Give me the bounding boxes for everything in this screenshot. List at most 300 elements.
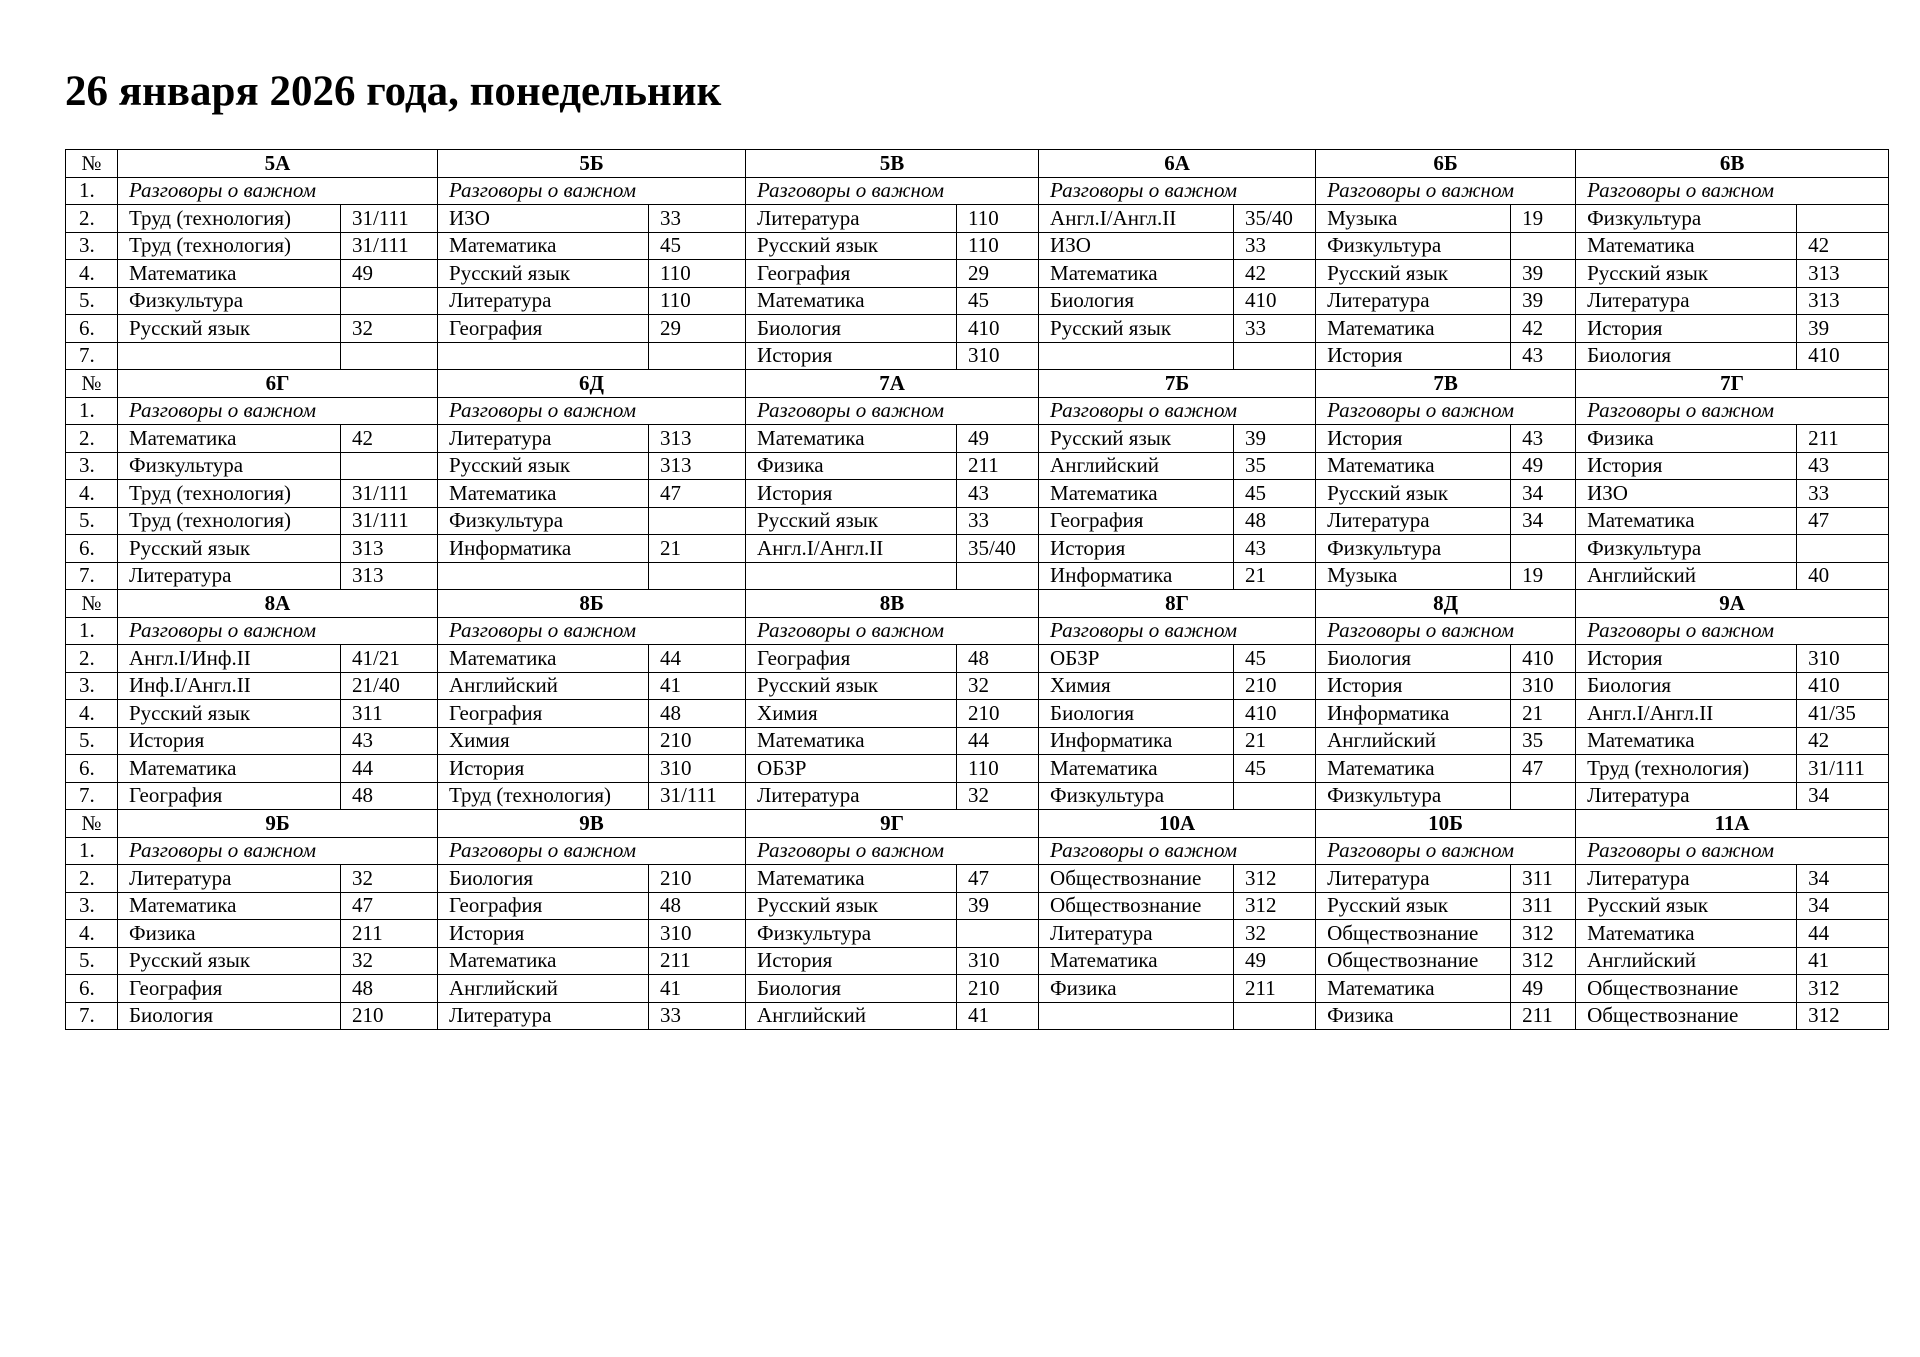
subject-cell: География <box>438 315 649 343</box>
class-name: 9А <box>1576 590 1889 618</box>
room-cell: 39 <box>1797 315 1889 343</box>
subject-cell: Физика <box>746 452 957 480</box>
subject-cell: География <box>1039 507 1234 535</box>
subject-cell: Биология <box>1576 342 1797 370</box>
subject-cell: Математика <box>1316 755 1511 783</box>
subject-cell: География <box>438 892 649 920</box>
subject-cell: История <box>746 480 957 508</box>
subject-cell: Литература <box>118 865 341 893</box>
room-cell: 41 <box>649 975 746 1003</box>
subject-cell: Математика <box>438 232 649 260</box>
room-cell: 44 <box>649 645 746 673</box>
lesson-number: 1. <box>66 397 118 425</box>
room-cell: 41 <box>1797 947 1889 975</box>
first-lesson: Разговоры о важном <box>746 397 1039 425</box>
lesson-number-header: № <box>66 150 118 178</box>
subject-cell: Информатика <box>1039 727 1234 755</box>
lesson-row <box>66 562 1889 590</box>
subject-cell: Биология <box>1316 645 1511 673</box>
lesson-row <box>66 315 1889 343</box>
lesson-number: 7. <box>66 782 118 810</box>
room-cell: 410 <box>1234 287 1316 315</box>
first-lesson: Разговоры о важном <box>1316 177 1576 205</box>
lesson-row <box>66 837 1889 865</box>
first-lesson: Разговоры о важном <box>118 397 438 425</box>
subject-cell: Математика <box>1039 947 1234 975</box>
room-cell: 210 <box>341 1002 438 1030</box>
subject-cell: Труд (технология) <box>118 232 341 260</box>
first-lesson: Разговоры о важном <box>1316 837 1576 865</box>
lesson-number: 2. <box>66 425 118 453</box>
subject-cell: Английский <box>1039 452 1234 480</box>
room-cell: 42 <box>1797 727 1889 755</box>
lesson-row <box>66 425 1889 453</box>
lesson-row <box>66 205 1889 233</box>
room-cell: 47 <box>1511 755 1576 783</box>
room-cell: 211 <box>341 920 438 948</box>
room-cell: 33 <box>957 507 1039 535</box>
subject-cell: Физкультура <box>1576 205 1797 233</box>
subject-cell: Физкультура <box>438 507 649 535</box>
room-cell: 211 <box>1234 975 1316 1003</box>
subject-cell: Русский язык <box>1576 260 1797 288</box>
room-cell: 32 <box>341 865 438 893</box>
first-lesson: Разговоры о важном <box>118 617 438 645</box>
subject-cell: Математика <box>1039 260 1234 288</box>
subject-cell: Русский язык <box>118 947 341 975</box>
first-lesson: Разговоры о важном <box>1039 397 1316 425</box>
subject-cell: Русский язык <box>746 232 957 260</box>
room-cell <box>957 562 1039 590</box>
room-cell <box>341 287 438 315</box>
subject-cell: Математика <box>118 755 341 783</box>
first-lesson: Разговоры о важном <box>1576 617 1889 645</box>
first-lesson: Разговоры о важном <box>118 177 438 205</box>
subject-cell: Литература <box>438 1002 649 1030</box>
subject-cell: Русский язык <box>438 452 649 480</box>
lesson-number: 3. <box>66 892 118 920</box>
lesson-row <box>66 617 1889 645</box>
room-cell: 32 <box>957 782 1039 810</box>
room-cell: 21 <box>1234 727 1316 755</box>
subject-cell: Обществознание <box>1039 865 1234 893</box>
room-cell: 43 <box>1511 425 1576 453</box>
subject-cell: Обществознание <box>1039 892 1234 920</box>
room-cell <box>649 562 746 590</box>
first-lesson: Разговоры о важном <box>1576 837 1889 865</box>
lesson-number: 6. <box>66 755 118 783</box>
room-cell: 39 <box>957 892 1039 920</box>
class-name: 6В <box>1576 150 1889 178</box>
first-lesson: Разговоры о важном <box>1576 177 1889 205</box>
lesson-number: 7. <box>66 562 118 590</box>
room-cell: 39 <box>1234 425 1316 453</box>
subject-cell: Информатика <box>438 535 649 563</box>
room-cell: 48 <box>341 782 438 810</box>
class-name: 8А <box>118 590 438 618</box>
lesson-number: 4. <box>66 700 118 728</box>
subject-cell <box>438 562 649 590</box>
room-cell: 42 <box>1511 315 1576 343</box>
lesson-row <box>66 755 1889 783</box>
room-cell: 43 <box>957 480 1039 508</box>
room-cell <box>1234 342 1316 370</box>
subject-cell: Математика <box>1576 232 1797 260</box>
lesson-number-header: № <box>66 370 118 398</box>
lesson-row <box>66 782 1889 810</box>
lesson-number: 5. <box>66 727 118 755</box>
room-cell: 19 <box>1511 562 1576 590</box>
subject-cell: История <box>1316 342 1511 370</box>
room-cell: 44 <box>1797 920 1889 948</box>
room-cell: 313 <box>1797 260 1889 288</box>
subject-cell: Обществознание <box>1316 947 1511 975</box>
lesson-row <box>66 975 1889 1003</box>
subject-cell: Физкультура <box>1576 535 1797 563</box>
subject-cell: История <box>1316 425 1511 453</box>
class-name: 11А <box>1576 810 1889 838</box>
lesson-number: 5. <box>66 947 118 975</box>
room-cell: 21/40 <box>341 672 438 700</box>
first-lesson: Разговоры о важном <box>1316 397 1576 425</box>
room-cell: 310 <box>649 755 746 783</box>
room-cell: 29 <box>957 260 1039 288</box>
room-cell: 41 <box>649 672 746 700</box>
subject-cell: Математика <box>1316 975 1511 1003</box>
subject-cell: Русский язык <box>438 260 649 288</box>
subject-cell: История <box>746 947 957 975</box>
subject-cell: Англ.I/Англ.II <box>1039 205 1234 233</box>
class-name: 5В <box>746 150 1039 178</box>
first-lesson: Разговоры о важном <box>1039 617 1316 645</box>
subject-cell: Биология <box>1576 672 1797 700</box>
lesson-row <box>66 892 1889 920</box>
first-lesson: Разговоры о важном <box>1039 177 1316 205</box>
subject-cell: Физкультура <box>1039 782 1234 810</box>
subject-cell: Математика <box>1576 507 1797 535</box>
subject-cell <box>746 562 957 590</box>
subject-cell: Русский язык <box>746 507 957 535</box>
room-cell: 32 <box>341 947 438 975</box>
subject-cell: Математика <box>1039 480 1234 508</box>
room-cell <box>1234 782 1316 810</box>
subject-cell: Русский язык <box>1039 425 1234 453</box>
room-cell: 410 <box>1511 645 1576 673</box>
subject-cell: Обществознание <box>1576 975 1797 1003</box>
room-cell: 110 <box>957 232 1039 260</box>
room-cell: 110 <box>649 260 746 288</box>
room-cell: 211 <box>649 947 746 975</box>
subject-cell: Литература <box>746 782 957 810</box>
lesson-number: 2. <box>66 865 118 893</box>
room-cell: 32 <box>341 315 438 343</box>
class-name: 7Г <box>1576 370 1889 398</box>
subject-cell: Математика <box>438 645 649 673</box>
subject-cell: ИЗО <box>1039 232 1234 260</box>
subject-cell: Английский <box>1576 947 1797 975</box>
subject-cell: Информатика <box>1039 562 1234 590</box>
room-cell <box>1234 1002 1316 1030</box>
room-cell: 47 <box>649 480 746 508</box>
room-cell <box>1797 205 1889 233</box>
subject-cell: Музыка <box>1316 205 1511 233</box>
room-cell: 34 <box>1797 892 1889 920</box>
lesson-row <box>66 507 1889 535</box>
room-cell: 34 <box>1797 865 1889 893</box>
room-cell: 21 <box>1234 562 1316 590</box>
room-cell: 312 <box>1797 1002 1889 1030</box>
subject-cell: Обществознание <box>1316 920 1511 948</box>
lesson-number: 4. <box>66 480 118 508</box>
room-cell: 47 <box>341 892 438 920</box>
room-cell: 312 <box>1797 975 1889 1003</box>
room-cell: 39 <box>1511 260 1576 288</box>
class-name: 6А <box>1039 150 1316 178</box>
lesson-number: 5. <box>66 507 118 535</box>
subject-cell: Химия <box>438 727 649 755</box>
class-header-row <box>66 370 1889 398</box>
lesson-row <box>66 342 1889 370</box>
lesson-row <box>66 535 1889 563</box>
subject-cell: Биология <box>438 865 649 893</box>
room-cell: 21 <box>649 535 746 563</box>
room-cell: 310 <box>957 947 1039 975</box>
subject-cell: История <box>1576 315 1797 343</box>
lesson-row <box>66 480 1889 508</box>
lesson-row <box>66 645 1889 673</box>
lesson-number: 6. <box>66 315 118 343</box>
lesson-row <box>66 1002 1889 1030</box>
room-cell: 33 <box>1797 480 1889 508</box>
subject-cell: Труд (технология) <box>438 782 649 810</box>
lesson-number: 3. <box>66 672 118 700</box>
room-cell: 34 <box>1511 507 1576 535</box>
room-cell: 42 <box>1797 232 1889 260</box>
subject-cell: Русский язык <box>1576 892 1797 920</box>
subject-cell: Литература <box>1039 920 1234 948</box>
lesson-number: 5. <box>66 287 118 315</box>
lesson-row <box>66 920 1889 948</box>
first-lesson: Разговоры о важном <box>746 837 1039 865</box>
lesson-number: 3. <box>66 232 118 260</box>
room-cell: 33 <box>649 205 746 233</box>
subject-cell: Труд (технология) <box>1576 755 1797 783</box>
lesson-number-header: № <box>66 810 118 838</box>
room-cell <box>649 507 746 535</box>
subject-cell: Математика <box>118 260 341 288</box>
subject-cell: Математика <box>438 947 649 975</box>
room-cell: 210 <box>649 727 746 755</box>
room-cell <box>957 920 1039 948</box>
subject-cell: История <box>1039 535 1234 563</box>
room-cell: 48 <box>341 975 438 1003</box>
room-cell: 41 <box>957 1002 1039 1030</box>
subject-cell: Математика <box>1576 920 1797 948</box>
room-cell: 35 <box>1511 727 1576 755</box>
room-cell: 313 <box>341 535 438 563</box>
lesson-row <box>66 260 1889 288</box>
subject-cell: История <box>1316 672 1511 700</box>
subject-cell <box>1039 1002 1234 1030</box>
subject-cell: География <box>118 975 341 1003</box>
lesson-number: 1. <box>66 177 118 205</box>
schedule-table <box>65 149 1889 1030</box>
room-cell <box>1511 782 1576 810</box>
room-cell: 210 <box>957 700 1039 728</box>
first-lesson: Разговоры о важном <box>438 837 746 865</box>
subject-cell: Биология <box>1039 700 1234 728</box>
subject-cell: Английский <box>1316 727 1511 755</box>
room-cell: 312 <box>1511 947 1576 975</box>
room-cell: 45 <box>649 232 746 260</box>
lesson-number: 7. <box>66 342 118 370</box>
subject-cell: Физика <box>118 920 341 948</box>
lesson-row <box>66 232 1889 260</box>
first-lesson: Разговоры о важном <box>438 617 746 645</box>
class-name: 9В <box>438 810 746 838</box>
room-cell: 43 <box>1511 342 1576 370</box>
room-cell: 311 <box>1511 892 1576 920</box>
room-cell: 310 <box>1797 645 1889 673</box>
room-cell: 48 <box>649 892 746 920</box>
subject-cell: Химия <box>1039 672 1234 700</box>
subject-cell: Математика <box>118 892 341 920</box>
subject-cell: Физкультура <box>1316 535 1511 563</box>
room-cell <box>341 342 438 370</box>
subject-cell: Англ.I/Инф.II <box>118 645 341 673</box>
room-cell: 49 <box>1511 452 1576 480</box>
subject-cell: Математика <box>1576 727 1797 755</box>
class-name: 5А <box>118 150 438 178</box>
class-header-row <box>66 150 1889 178</box>
room-cell: 313 <box>649 452 746 480</box>
lesson-number: 6. <box>66 535 118 563</box>
room-cell: 33 <box>649 1002 746 1030</box>
subject-cell: История <box>438 755 649 783</box>
subject-cell: Русский язык <box>746 892 957 920</box>
class-name: 8Д <box>1316 590 1576 618</box>
subject-cell: Физкультура <box>118 452 341 480</box>
room-cell: 410 <box>1234 700 1316 728</box>
class-name: 6Б <box>1316 150 1576 178</box>
subject-cell: История <box>1576 645 1797 673</box>
class-name: 9Г <box>746 810 1039 838</box>
subject-cell: Музыка <box>1316 562 1511 590</box>
subject-cell: Русский язык <box>118 315 341 343</box>
room-cell: 33 <box>1234 232 1316 260</box>
room-cell: 34 <box>1511 480 1576 508</box>
room-cell: 21 <box>1511 700 1576 728</box>
subject-cell: Физкультура <box>1316 782 1511 810</box>
subject-cell: Литература <box>438 425 649 453</box>
room-cell: 35/40 <box>1234 205 1316 233</box>
subject-cell: Математика <box>746 727 957 755</box>
room-cell: 19 <box>1511 205 1576 233</box>
class-name: 10А <box>1039 810 1316 838</box>
room-cell: 313 <box>341 562 438 590</box>
subject-cell: Математика <box>1316 452 1511 480</box>
room-cell: 48 <box>1234 507 1316 535</box>
subject-cell: Физика <box>1316 1002 1511 1030</box>
room-cell: 410 <box>1797 342 1889 370</box>
subject-cell: Биология <box>118 1002 341 1030</box>
subject-cell: Физкультура <box>118 287 341 315</box>
first-lesson: Разговоры о важном <box>118 837 438 865</box>
room-cell <box>341 452 438 480</box>
room-cell: 31/111 <box>649 782 746 810</box>
room-cell: 31/111 <box>1797 755 1889 783</box>
subject-cell: Английский <box>1576 562 1797 590</box>
class-name: 6Г <box>118 370 438 398</box>
subject-cell: Литература <box>1316 507 1511 535</box>
room-cell: 43 <box>341 727 438 755</box>
subject-cell: История <box>118 727 341 755</box>
lesson-row <box>66 947 1889 975</box>
page-title: 26 января 2026 года, понедельник <box>65 68 722 115</box>
room-cell: 34 <box>1797 782 1889 810</box>
room-cell: 110 <box>649 287 746 315</box>
room-cell: 47 <box>1797 507 1889 535</box>
subject-cell: Математика <box>1039 755 1234 783</box>
lesson-number: 2. <box>66 205 118 233</box>
room-cell: 33 <box>1234 315 1316 343</box>
subject-cell: Литература <box>1316 287 1511 315</box>
subject-cell: ОБЗР <box>1039 645 1234 673</box>
room-cell: 110 <box>957 205 1039 233</box>
room-cell: 312 <box>1511 920 1576 948</box>
class-name: 8Б <box>438 590 746 618</box>
room-cell: 43 <box>1797 452 1889 480</box>
lesson-row <box>66 727 1889 755</box>
subject-cell: Русский язык <box>1316 260 1511 288</box>
lesson-number: 4. <box>66 920 118 948</box>
lesson-row <box>66 287 1889 315</box>
subject-cell: История <box>1576 452 1797 480</box>
subject-cell: Англ.I/Англ.II <box>746 535 957 563</box>
subject-cell: География <box>746 260 957 288</box>
subject-cell: Английский <box>438 672 649 700</box>
room-cell: 311 <box>341 700 438 728</box>
first-lesson: Разговоры о важном <box>438 397 746 425</box>
subject-cell: ИЗО <box>1576 480 1797 508</box>
subject-cell: Труд (технология) <box>118 507 341 535</box>
subject-cell: Инф.I/Англ.II <box>118 672 341 700</box>
room-cell: 47 <box>957 865 1039 893</box>
subject-cell: Математика <box>746 287 957 315</box>
subject-cell: Биология <box>746 975 957 1003</box>
class-name: 8В <box>746 590 1039 618</box>
subject-cell: Английский <box>746 1002 957 1030</box>
subject-cell: Русский язык <box>746 672 957 700</box>
room-cell: 31/111 <box>341 232 438 260</box>
subject-cell: История <box>746 342 957 370</box>
subject-cell: Математика <box>1316 315 1511 343</box>
room-cell: 312 <box>1234 892 1316 920</box>
subject-cell: Физика <box>1576 425 1797 453</box>
room-cell: 210 <box>1234 672 1316 700</box>
lesson-number-header: № <box>66 590 118 618</box>
room-cell: 31/111 <box>341 480 438 508</box>
lesson-row <box>66 452 1889 480</box>
subject-cell: География <box>118 782 341 810</box>
room-cell: 40 <box>1797 562 1889 590</box>
class-name: 10Б <box>1316 810 1576 838</box>
class-name: 7В <box>1316 370 1576 398</box>
room-cell: 45 <box>1234 480 1316 508</box>
lesson-row <box>66 672 1889 700</box>
room-cell: 310 <box>957 342 1039 370</box>
room-cell <box>1511 232 1576 260</box>
